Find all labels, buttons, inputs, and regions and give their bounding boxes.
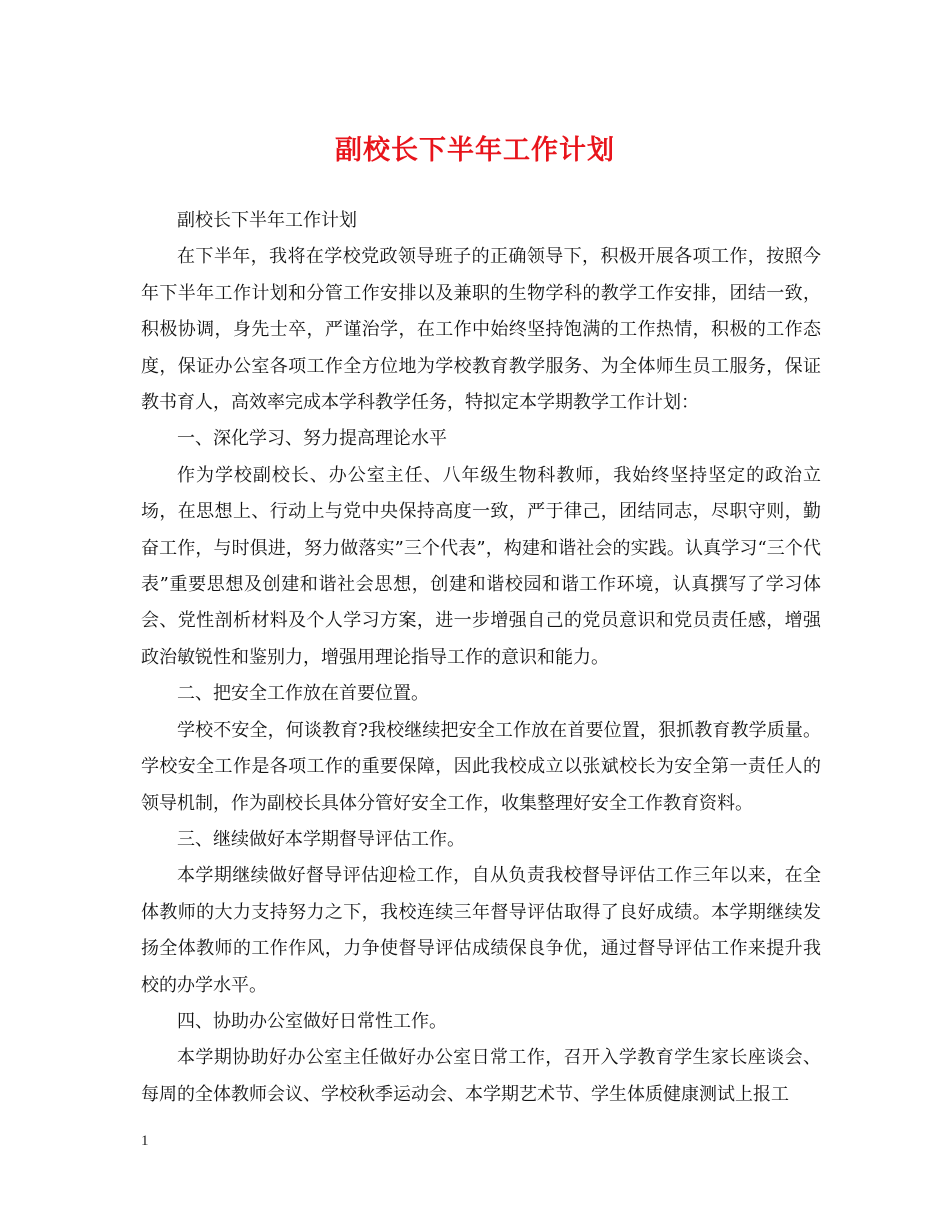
page-number: 1: [141, 1133, 149, 1149]
paragraph-section-4: 本学期协助好办公室主任做好办公室日常工作，召开入学教育学生家长座谈会、每周的全体教师会议、学校秋季运动会、本学期艺术节、学生体质健康测试上报工: [141, 1047, 821, 1105]
paragraph-subtitle: 副校长下半年工作计划: [177, 210, 357, 231]
section-heading-1: 一、深化学习、努力提高理论水平: [177, 428, 447, 450]
document-title: 副校长下半年工作计划: [335, 135, 615, 166]
section-heading-2: 二、把安全工作放在首要位置。: [177, 683, 429, 705]
paragraph-intro: 在下半年，我将在学校党政领导班子的正确领导下，积极开展各项工作，按照今年下半年工作计划和分管工作安排以及兼职的生物学科的教学工作安排，团结一致，积极协调，身先士卒，严谨治学，在工作中始终坚持饱满的工作热情，积极的工作态度，保证办公室各项工作全方位地为学校教育教学服务、为全体师生员工服务，保证教书育人，高效率完成本学科教学任务，特拟定本学期教学工作计划：: [141, 246, 821, 414]
paragraph-section-3: 本学期继续做好督导评估迎检工作，自从负责我校督导评估工作三年以来，在全体教师的大力支持努力之下，我校连续三年督导评估取得了良好成绩。本学期继续发扬全体教师的工作作风，力争使督导评估成绩保良争优，通过督导评估工作来提升我校的办学水平。: [141, 865, 821, 996]
document-body: [141, 203, 821, 1113]
paragraph-section-1: 作为学校副校长、办公室主任、八年级生物科教师，我始终坚持坚定的政治立场，在思想上、行动上与党中央保持高度一致，严于律己，团结同志，尽职守则，勤奋工作，与时俱进，努力做落实”三个代表”，构建和谐社会的实践。认真学习“三个代表”重要思想及创建和谐社会思想，创建和谐校园和谐工作环境，认真撰写了学习体会、党性剖析材料及个人学习方案，进一步增强自己的党员意识和党员责任感，增强政治敏锐性和鉴别力，增强用理论指导工作的意识和能力。: [141, 464, 821, 668]
paragraph-section-2: 学校不安全，何谈教育?我校继续把安全工作放在首要位置，狠抓教育教学质量。学校安全工作是各项工作的重要保障，因此我校成立以张斌校长为安全第一责任人的领导机制，作为副校长具体分管好安全工作，收集整理好安全工作教育资料。: [141, 719, 821, 814]
section-heading-4: 四、协助办公室做好日常性工作。: [177, 1010, 447, 1032]
section-heading-3: 三、继续做好本学期督导评估工作。: [177, 828, 465, 850]
